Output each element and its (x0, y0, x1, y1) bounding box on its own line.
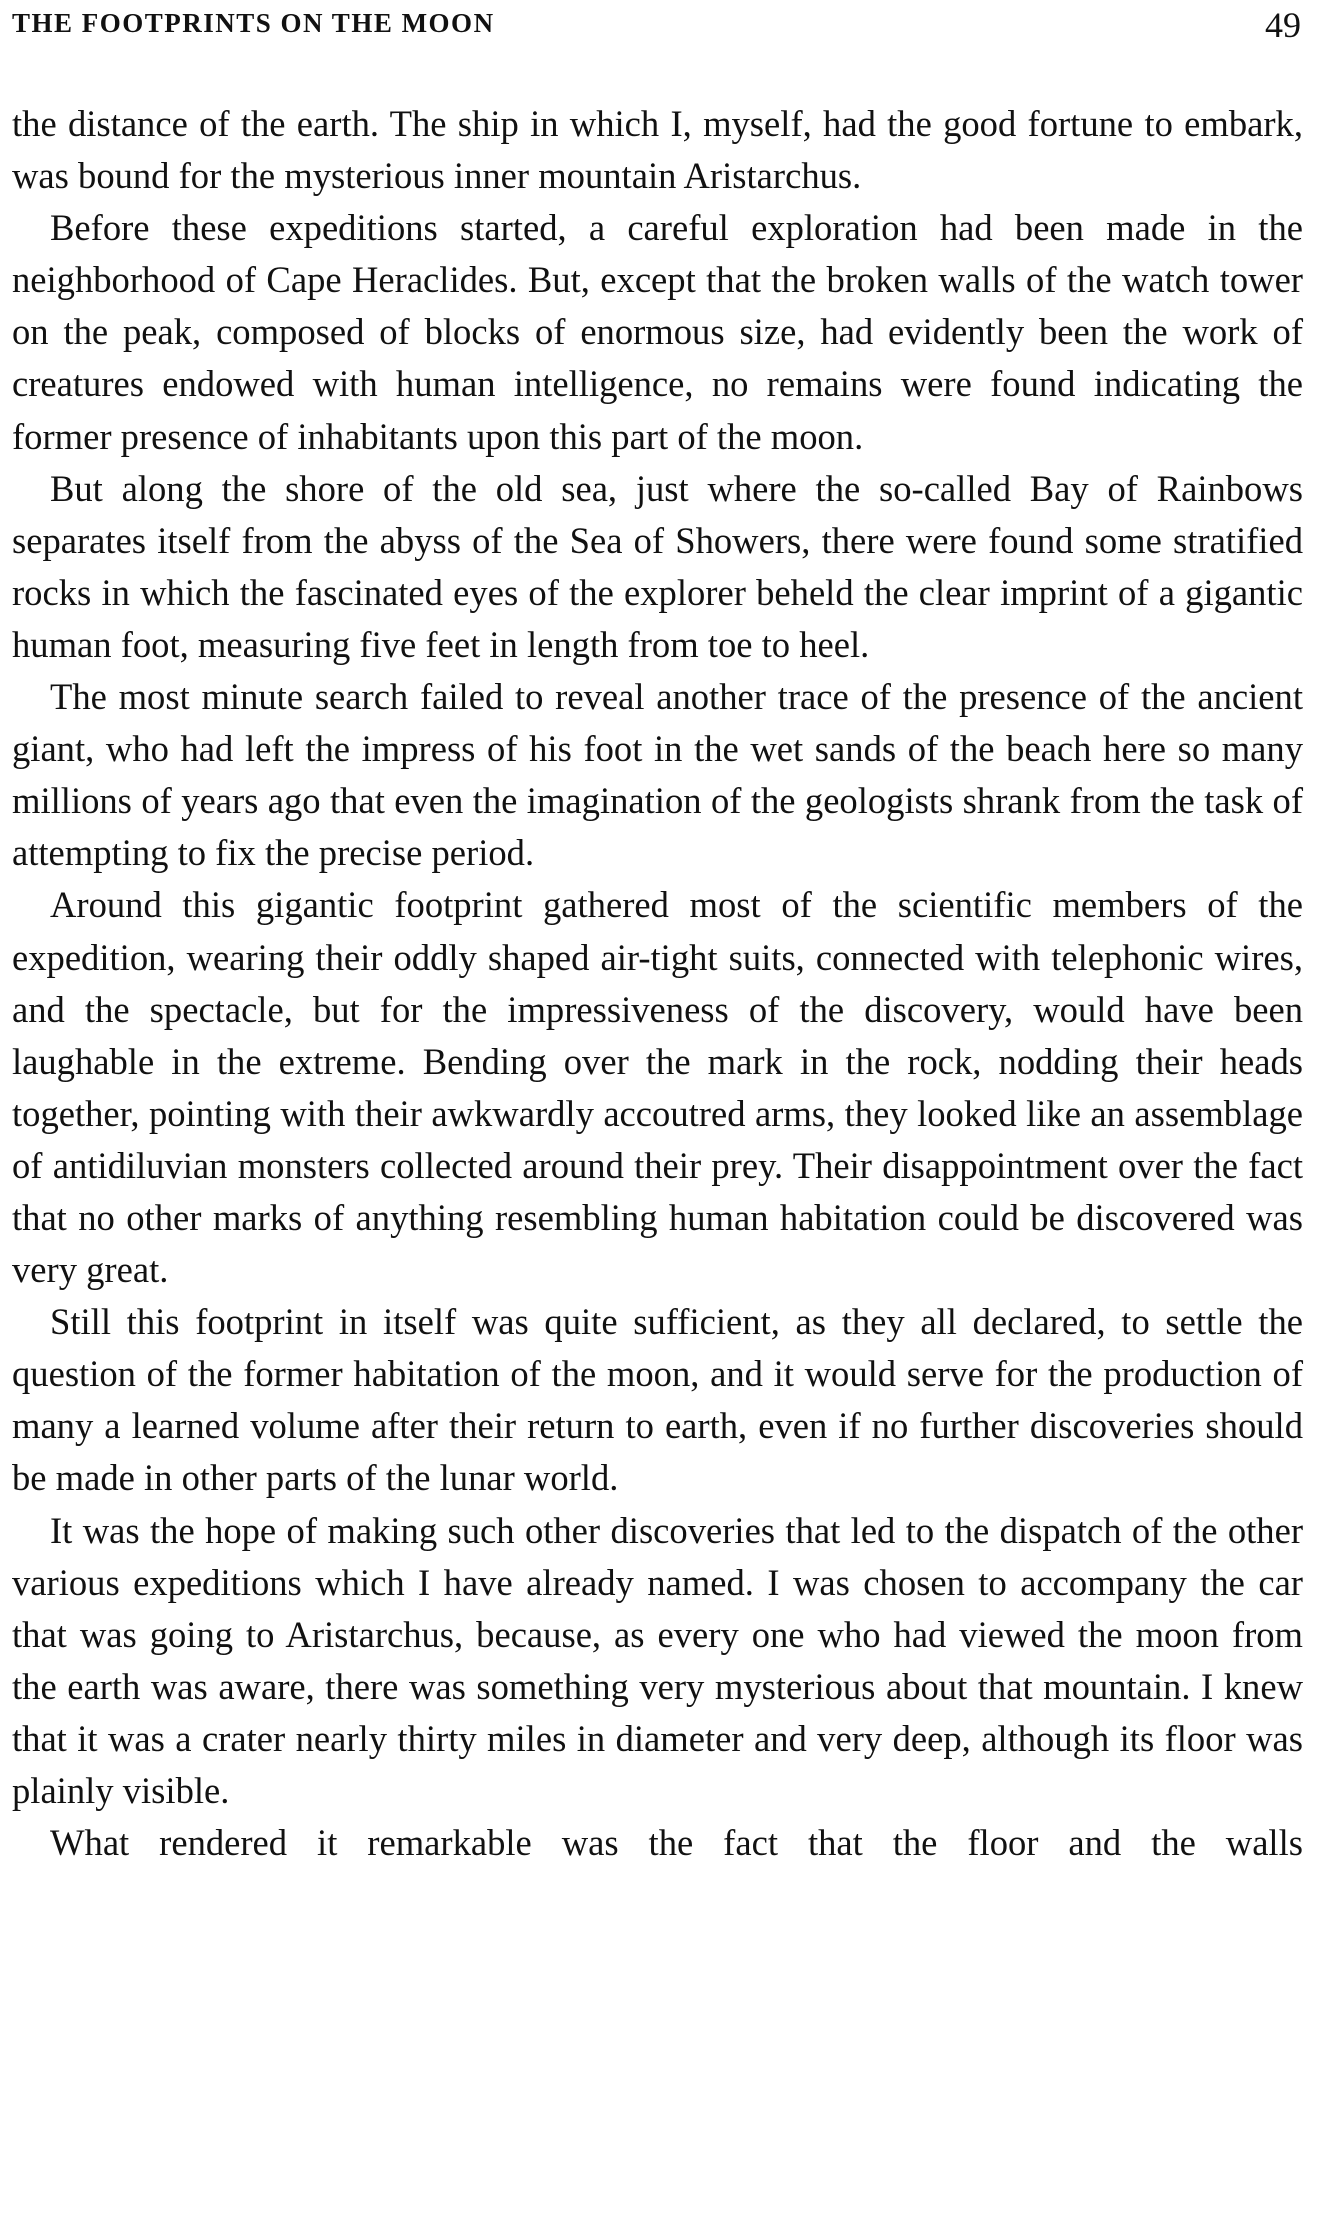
paragraph: But along the shore of the old sea, just where the so-called Bay of Rainbows separates itself from the abyss of the Sea of Showers, there were found some stratified rocks in which the fascinated eyes of the explorer beheld the clear imprint of a gigantic human foot, measuring five feet in length from toe to heel. (12, 467, 1303, 665)
paragraph: Still this footprint in itself was quite sufficient, as they all declared, to settle the question of the former habitation of the moon, and it would serve for the production of many a learned volume after their return to earth, even if no further discoveries should be made in other parts of the lunar world. (12, 1301, 1303, 1499)
paragraph-final-line: What rendered it remarkable was the fact that the floor and the walls (50, 1822, 1303, 1864)
body-text (12, 98, 1303, 1869)
paragraph: It was the hope of making such other discoveries that led to the dispatch of the other various expeditions which I have already named. I was chosen to accompany the car that was going to Aristarchus, because, as every one who had viewed the moon from the earth was aware, there was something very mysterious about that mountain. I knew that it was a crater nearly thirty miles in diameter and very deep, although its floor was plainly visible. (12, 1509, 1303, 1811)
paragraph: Before these expeditions started, a careful exploration had been made in the neighborhood of Cape Heraclides. But, except that the broken walls of the watch tower on the peak, composed of blocks of enormous size, had evidently been the work of creatures endowed with human intelligence, no remains were found indicating the former presence of inhabitants upon this part of the moon. (12, 207, 1303, 457)
paragraph: Around this gigantic footprint gathered most of the scientific members of the expedition, wearing their oddly shaped air-tight suits, connected with telephonic wires, and the spectacle, but for the impressiveness of the discovery, would have been laughable in the extreme. Bending over the mark in the rock, nodding their heads together, pointing with their awkwardly accoutred arms, they looked like an assemblage of antidiluvian monsters collected around their prey. Their disappointment over the fact that no other marks of anything resembling human habitation could be discovered was very great. (12, 884, 1303, 1291)
paragraph-continued: the distance of the earth. The ship in which I, myself, had the good fortune to embark, was bound for the mysterious inner mountain Aristarchus. (12, 103, 1303, 197)
running-title: THE FOOTPRINTS ON THE MOON (12, 8, 495, 38)
running-head (12, 0, 1303, 56)
page-number: 49 (1265, 5, 1301, 45)
paragraph: The most minute search failed to reveal another trace of the presence of the ancient giant, who had left the impress of his foot in the wet sands of the beach here so many millions of years ago that even the imagination of the geologists shrank from the task of attempting to fix the precise period. (12, 676, 1303, 874)
